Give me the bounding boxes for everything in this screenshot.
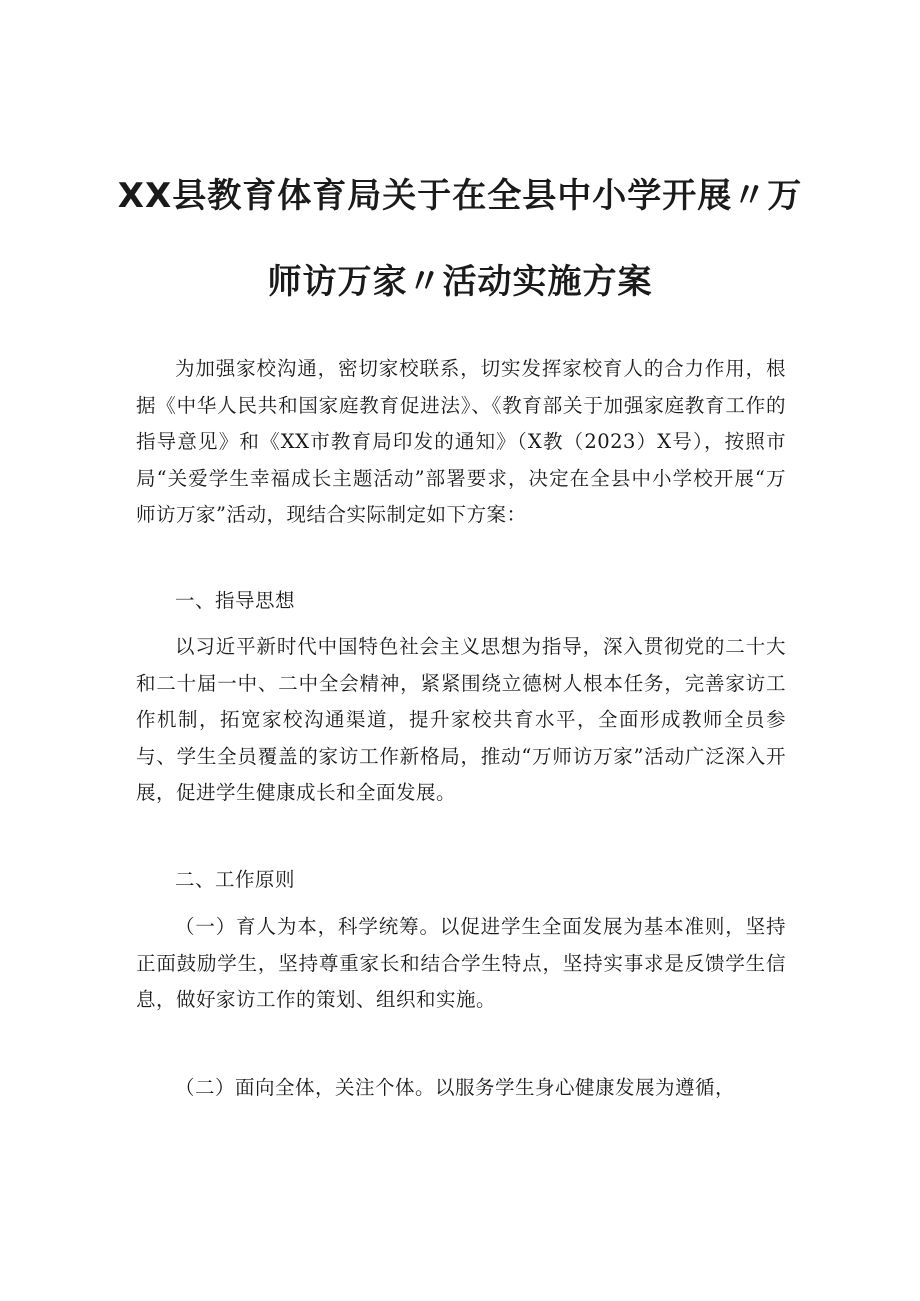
guiding-ideology-paragraph: 以习近平新时代中国特色社会主义思想为指导，深入贯彻党的二十大和二十届一中、二中全会精神，紧紧围绕立德树人根本任务，完善家访工作机制，拓宽家校沟通渠道，提升家校共育水平，全面形成教师全员参与、学生全员覆盖的家访工作新格局，推动“万师访万家”活动广泛深入开展，促进学生健康成长和全面发展。: [136, 635, 786, 804]
principle-2-paragraph: （二）面向全体，关注个体。以服务学生身心健康发展为遵循，: [175, 1076, 736, 1099]
section-heading-guiding-ideology: 一、指导思想: [175, 589, 296, 612]
principle-1-paragraph: （一）育人为本，科学统筹。以促进学生全面发展为基本准则，坚持正面鼓励学生，坚持尊重家长和结合学生特点，坚持实事求是反馈学生信息，做好家访工作的策划、组织和实施。: [136, 915, 786, 1011]
document-title-line-2: 师访万家〃活动实施方案: [267, 262, 653, 302]
section-heading-work-principles: 二、工作原则: [175, 868, 296, 891]
document-title-line-1: XX县教育体育局关于在全县中小学开展〃万: [117, 176, 803, 216]
intro-paragraph: 为加强家校沟通，密切家校联系，切实发挥家校育人的合力作用，根据《中华人民共和国家庭教育促进法》、《教育部关于加强家庭教育工作的指导意见》和《XX市教育局印发的通知》（X教（2023）X号），按照市局“关爱学生幸福成长主题活动”部署要求，决定在全县中小学校开展“万师访万家”活动，现结合实际制定如下方案：: [136, 357, 786, 526]
